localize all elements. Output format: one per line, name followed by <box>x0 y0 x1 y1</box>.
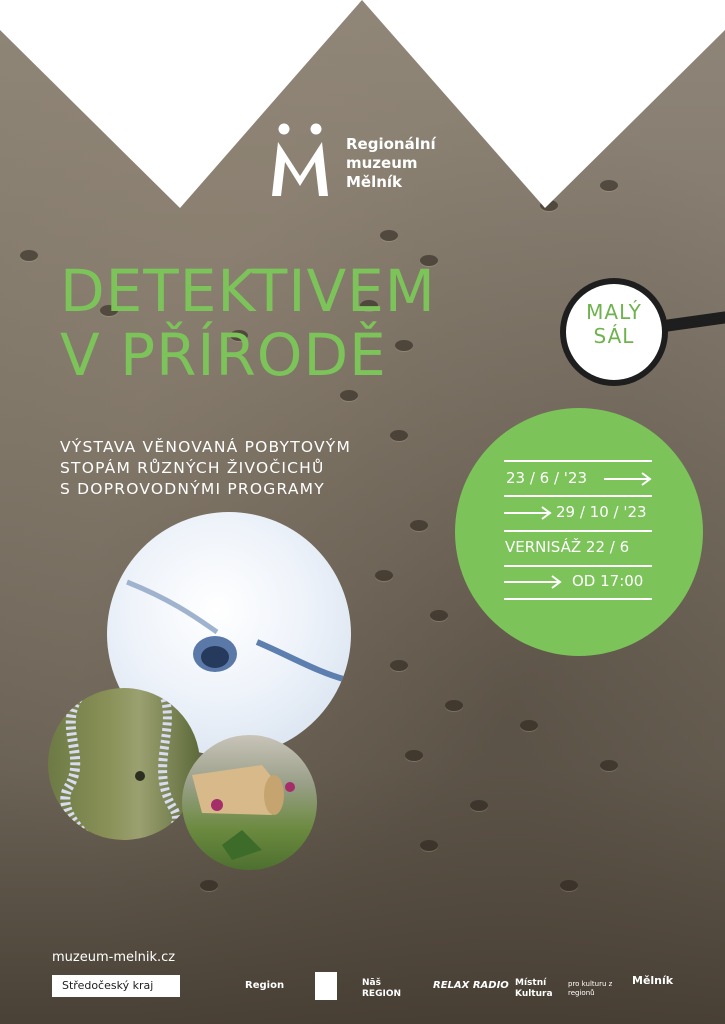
partner-logo-mistni-kultura: Místní Kultura <box>515 978 553 999</box>
divider <box>504 530 652 532</box>
venue-badge-line2: SÁL <box>593 324 635 348</box>
title-line1: DETEKTIVEM <box>60 257 436 325</box>
website-link[interactable]: muzeum-melnik.cz <box>52 950 176 965</box>
divider <box>504 495 652 497</box>
partner-logo-icon <box>315 972 337 1000</box>
photo-moss-bark <box>48 688 200 840</box>
dates-circle <box>455 408 703 656</box>
subtitle-line2: STOPÁM RŮZNÝCH ŽIVOČICHŮ <box>60 459 325 477</box>
vernissage-date: VERNISÁŽ 22 / 6 <box>505 538 630 556</box>
divider <box>504 598 652 600</box>
partner-logo-region: Region <box>245 980 285 991</box>
arrow-right-icon <box>504 505 552 521</box>
arrow-right-icon <box>504 574 562 590</box>
title-line2: V PŘÍRODĚ <box>60 321 387 389</box>
date-end: 29 / 10 / '23 <box>556 503 647 521</box>
arrow-right-icon <box>604 471 652 487</box>
bark-illustration <box>48 688 200 840</box>
museum-logo-icon <box>268 122 332 198</box>
partner-logo-nas-region: Nāš REGION <box>362 978 401 999</box>
subtitle-line1: VÝSTAVA VĚNOVANÁ POBYTOVÝM <box>60 438 352 456</box>
partner-logo-subtitle: pro kulturu z regionů <box>568 980 613 997</box>
divider <box>504 565 652 567</box>
venue-badge-line1: MALÝ <box>586 300 642 324</box>
museum-name-line2: muzeum <box>346 154 418 172</box>
date-start: 23 / 6 / '23 <box>506 469 588 487</box>
photo-chewed-wood <box>182 735 317 870</box>
partner-logo-relax: RELAX RADIO <box>433 980 509 991</box>
subtitle-line3: S DOPROVODNÝMI PROGRAMY <box>60 480 325 498</box>
chewed-wood-illustration <box>182 735 317 870</box>
region-badge: Středočeský kraj <box>52 975 180 997</box>
subtitle <box>60 437 351 500</box>
museum-name <box>346 135 436 192</box>
venue-badge <box>560 300 668 348</box>
museum-name-line3: Mělník <box>346 173 403 191</box>
museum-name-line1: Regionální <box>346 135 436 153</box>
divider <box>504 460 652 462</box>
partner-logo-melnik: Mělník <box>632 974 674 987</box>
vernissage-time: OD 17:00 <box>572 572 644 590</box>
